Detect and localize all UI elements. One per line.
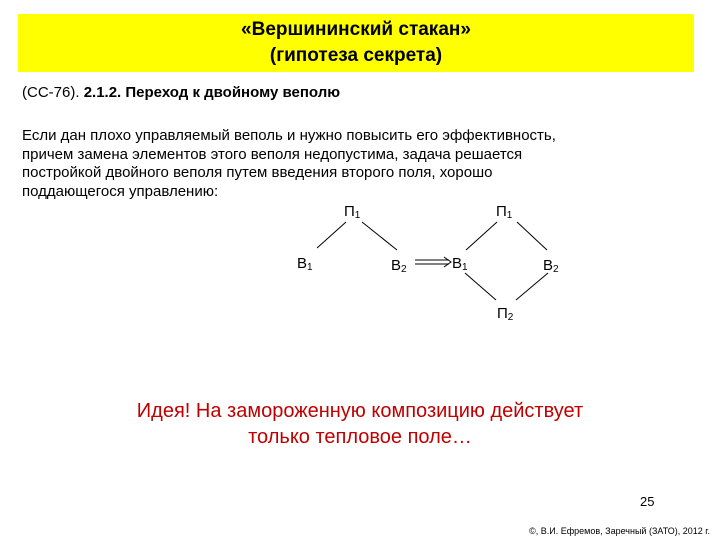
slide-title: «Вершининский стакан» [241, 19, 471, 40]
copyright-footer: ©, В.И. Ефремов, Заречный (ЗАТО), 2012 г. [529, 526, 710, 536]
link-field-to-substance-2 [362, 222, 397, 250]
standard-title: 2.1.2. Переход к двойному веполю [83, 84, 341, 101]
standard-code: (СС-76). [22, 84, 80, 101]
link-substance-2-to-field2 [516, 273, 548, 300]
field-1-label-left: $П_1$ [344, 203, 361, 221]
body-line: Если дан плохо управляемый веполь и нужно повысить его эффективность, [22, 127, 556, 144]
idea-line-1: Идея! На замороженную композицию действует [136, 400, 584, 422]
link-field1-to-substance-1 [466, 222, 497, 250]
link-field1-to-substance-2 [517, 222, 547, 250]
field-2-label-right: $П_2$ [497, 305, 514, 323]
idea-callout [0, 398, 720, 450]
substance-2-label-right: $В_2$ [543, 257, 559, 275]
slide-subtitle: (гипотеза секрета) [269, 45, 443, 66]
double-arrow-head [444, 257, 451, 267]
substance-1-label-left: $В_1$ [297, 255, 313, 273]
substance-1-label-right: $В_1$ [452, 255, 468, 273]
body-line: постройкой двойного веполя путем введения второго поля, хорошо [22, 164, 493, 181]
idea-line-2: только тепловое поле… [248, 426, 472, 448]
field-1-label-right: $П_1$ [496, 203, 513, 221]
substance-2-label-left: $В_2$ [391, 257, 407, 275]
body-line: поддающегося управлению: [22, 182, 219, 200]
link-field-to-substance-1 [317, 222, 346, 248]
link-substance-1-to-field2 [465, 273, 496, 300]
body-line: причем замена элементов этого веполя недопустима, задача решается [22, 145, 523, 163]
page-number: 25 [640, 494, 655, 509]
